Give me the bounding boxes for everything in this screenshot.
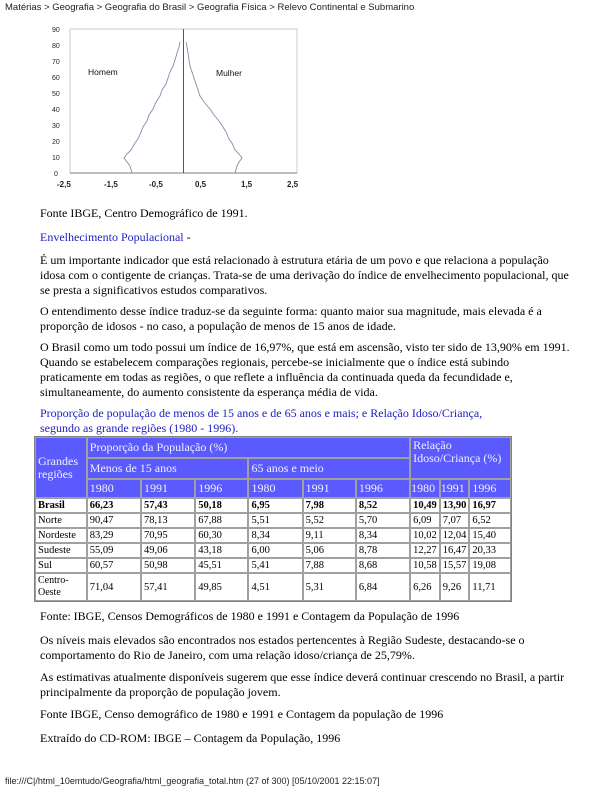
table-title: Proporção de população de menos de 15 anos e de 65 anos e mais; e Relação Idoso/Criança, segundo as grande regiões (1980 - 1996).: [40, 406, 483, 435]
section-heading: [40, 230, 570, 245]
value-cell: 43,18: [195, 543, 248, 558]
value-cell: 6,09: [410, 513, 440, 528]
svg-text:-0,5: -0,5: [149, 180, 163, 189]
value-cell: 11,71: [469, 573, 511, 601]
header-year: 1980: [87, 479, 141, 498]
value-cell: 5,70: [356, 513, 410, 528]
value-cell: 20,33: [469, 543, 511, 558]
value-cell: 60,57: [87, 558, 141, 573]
value-cell: 7,98: [303, 498, 356, 513]
value-cell: 5,51: [248, 513, 302, 528]
value-cell: 8,52: [356, 498, 410, 513]
value-cell: 5,31: [303, 573, 356, 601]
x-axis-ticks: [57, 180, 299, 189]
value-cell: 10,02: [410, 528, 440, 543]
value-cell: 6,00: [248, 543, 302, 558]
svg-text:-1,5: -1,5: [104, 180, 118, 189]
value-cell: 5,06: [303, 543, 356, 558]
value-cell: 57,43: [141, 498, 195, 513]
svg-text:90: 90: [52, 27, 60, 34]
value-cell: 13,90: [440, 498, 470, 513]
svg-text:-2,5: -2,5: [57, 180, 71, 189]
value-cell: 16,97: [469, 498, 511, 513]
value-cell: 16,47: [440, 543, 470, 558]
header-under-15: Menos de 15 anos: [87, 458, 249, 479]
population-pyramid-chart: [40, 15, 310, 195]
value-cell: 12,27: [410, 543, 440, 558]
value-cell: 6,52: [469, 513, 511, 528]
table-row: [35, 543, 511, 558]
value-cell: 12,04: [440, 528, 470, 543]
y-axis-ticks: [52, 27, 60, 178]
value-cell: 78,13: [141, 513, 195, 528]
paragraph-5: As estimativas atualmente disponíveis sugerem que esse índice deverá continuar crescendo no Brasil, a partir principalmente da proporção de população jovem.: [40, 670, 565, 699]
breadcrumb: Matérias > Geografia > Geografia do Brasil > Geografia Física > Relevo Continental e Submarino: [5, 2, 415, 13]
table-row: [35, 528, 511, 543]
svg-text:40: 40: [52, 107, 60, 114]
header-year: 1991: [141, 479, 195, 498]
value-cell: 5,41: [248, 558, 302, 573]
value-cell: 5,52: [303, 513, 356, 528]
value-cell: 15,57: [440, 558, 470, 573]
value-cell: 8,78: [356, 543, 410, 558]
homem-label: Homem: [88, 67, 118, 77]
table-row: [35, 498, 511, 513]
value-cell: 9,26: [440, 573, 470, 601]
svg-text:30: 30: [52, 123, 60, 130]
svg-text:0,5: 0,5: [195, 180, 207, 189]
value-cell: 49,06: [141, 543, 195, 558]
value-cell: 10,49: [410, 498, 440, 513]
region-cell: Nordeste: [35, 528, 87, 543]
header-relation: Relação Idoso/Criança (%): [410, 437, 511, 479]
value-cell: 19,08: [469, 558, 511, 573]
table-row: [35, 573, 511, 601]
svg-text:1,5: 1,5: [241, 180, 253, 189]
paragraph-3: O Brasil como um todo possui um índice de 16,97%, que está em ascensão, visto ter sido de 13,90% em 1991. Quando se estabelecem comparações regionais, percebe-se inicialmente que o índice está subindo praticamente em todas as regiões, o que reflete a influência da continuada queda da fecundidade e, simultaneamente, do aumento consistente da esperança média de vida.: [40, 340, 570, 399]
value-cell: 8,34: [356, 528, 410, 543]
region-cell: Centro-Oeste: [35, 573, 87, 601]
value-cell: 9,11: [303, 528, 356, 543]
mulher-label: Mulher: [216, 68, 242, 78]
value-cell: 90,47: [87, 513, 141, 528]
header-year: 1996: [356, 479, 410, 498]
header-year: 1980: [248, 479, 302, 498]
value-cell: 10,58: [410, 558, 440, 573]
header-year: 1996: [469, 479, 511, 498]
header-year: 1991: [303, 479, 356, 498]
svg-text:60: 60: [52, 75, 60, 82]
value-cell: 50,18: [195, 498, 248, 513]
value-cell: 83,29: [87, 528, 141, 543]
source-censos: Fonte: IBGE, Censos Demográficos de 1980 e 1991 e Contagem da População de 1996: [40, 609, 460, 623]
value-cell: 6,95: [248, 498, 302, 513]
header-proportion: Proporção da População (%): [87, 437, 410, 458]
region-cell: Norte: [35, 513, 87, 528]
value-cell: 45,51: [195, 558, 248, 573]
source-censo-demografico: Fonte IBGE, Censo demográfico de 1980 e 1991 e Contagem da população de 1996: [40, 707, 444, 721]
svg-text:20: 20: [52, 139, 60, 146]
value-cell: 67,88: [195, 513, 248, 528]
value-cell: 50,98: [141, 558, 195, 573]
value-cell: 70,95: [141, 528, 195, 543]
header-year: 1980: [410, 479, 440, 498]
footer-file-path: file:///C|/html_10emtudo/Geografia/html_geografia_total.htm (27 of 300) [05/10/2001 22:15:07]: [5, 776, 380, 786]
table-row: [35, 513, 511, 528]
population-table: [34, 436, 512, 602]
paragraph-2: O entendimento desse índice traduz-se da seguinte forma: quanto maior sua magnitude, mais elevada é a proporção de idosos - no caso, a população de menos de 15 anos de idade.: [40, 304, 542, 333]
value-cell: 6,26: [410, 573, 440, 601]
value-cell: 15,40: [469, 528, 511, 543]
value-cell: 57,41: [141, 573, 195, 601]
value-cell: 6,84: [356, 573, 410, 601]
value-cell: 7,88: [303, 558, 356, 573]
svg-text:50: 50: [52, 91, 60, 98]
value-cell: 66,23: [87, 498, 141, 513]
section-dash: -: [183, 230, 191, 244]
paragraph-1: É um importante indicador que está relacionado à estrutura etária de um povo e que relaciona a população idosa com o contigente de crianças. Trata-se de uma derivação do índice de envelhecimento populacional, que se presta a significativos estudos comparativos.: [40, 253, 569, 297]
svg-text:80: 80: [52, 43, 60, 50]
header-over-65: 65 anos e meio: [248, 458, 410, 479]
table-row: [35, 558, 511, 573]
header-year: 1996: [195, 479, 248, 498]
header-regions: Grandes regiões: [35, 437, 87, 498]
region-cell: Brasil: [35, 498, 87, 513]
section-title: Envelhecimento Populacional: [40, 230, 184, 244]
svg-text:10: 10: [52, 155, 60, 162]
value-cell: 49,85: [195, 573, 248, 601]
svg-text:2,5: 2,5: [287, 180, 299, 189]
region-cell: Sudeste: [35, 543, 87, 558]
source-cd-rom: Extraído do CD-ROM: IBGE – Contagem da População, 1996: [40, 731, 341, 745]
source-1991: Fonte IBGE, Centro Demográfico de 1991.: [40, 206, 248, 220]
value-cell: 7,07: [440, 513, 470, 528]
value-cell: 8,68: [356, 558, 410, 573]
paragraph-4: Os níveis mais elevados são encontrados nos estados pertencentes à Região Sudeste, destacando-se o comportamento do Rio de Janeiro, com uma relação idoso/criança de 25,79%.: [40, 633, 525, 662]
value-cell: 71,04: [87, 573, 141, 601]
svg-text:0: 0: [54, 171, 58, 178]
value-cell: 8,34: [248, 528, 302, 543]
header-year: 1991: [440, 479, 470, 498]
value-cell: 4,51: [248, 573, 302, 601]
value-cell: 55,09: [87, 543, 141, 558]
region-cell: Sul: [35, 558, 87, 573]
svg-text:70: 70: [52, 59, 60, 66]
value-cell: 60,30: [195, 528, 248, 543]
